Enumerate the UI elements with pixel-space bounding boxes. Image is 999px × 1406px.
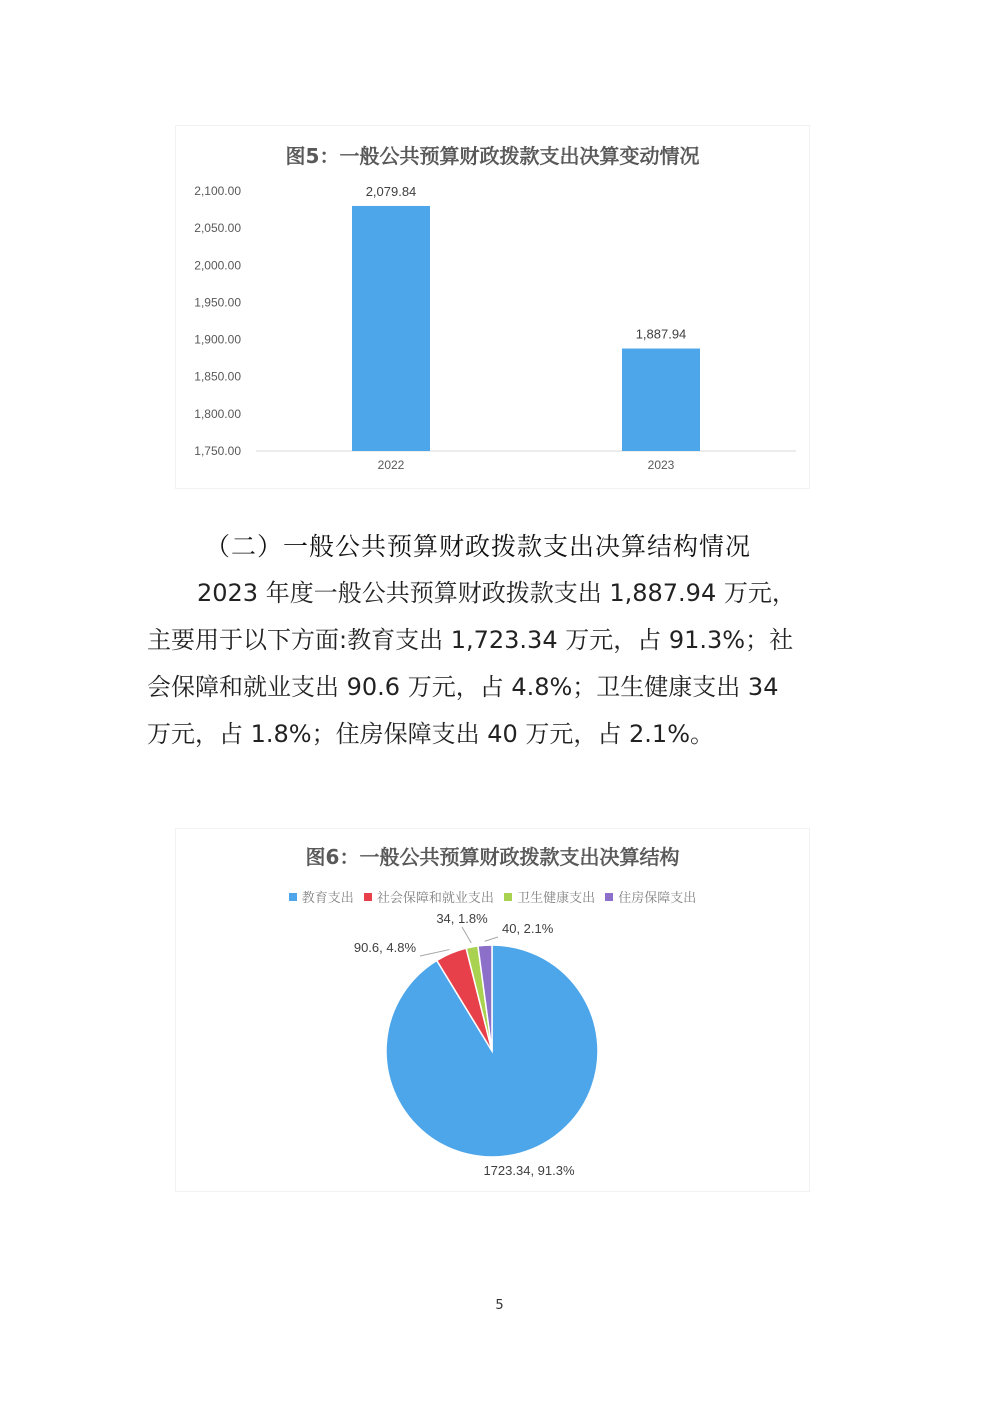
bar-chart-figure-5 (175, 125, 810, 489)
y-tick-label: 1,800.00 (194, 406, 241, 421)
y-tick-label: 1,850.00 (194, 369, 241, 384)
body-paragraph (147, 570, 847, 758)
section-heading: （二）一般公共预算财政拨款支出决算结构情况 (205, 532, 752, 561)
legend-label: 卫生健康支出 (517, 891, 596, 906)
page-number: 5 (495, 1298, 504, 1313)
y-tick-label: 1,900.00 (194, 332, 241, 347)
pie-data-label: 1723.34, 91.3% (483, 1163, 575, 1178)
bar-data-label: 1,887.94 (635, 326, 687, 342)
y-tick-label: 1,750.00 (194, 444, 241, 458)
bar (622, 349, 700, 451)
legend-label: 社会保障和就业支出 (376, 891, 494, 906)
pie-leader-line (420, 950, 449, 956)
legend-label: 住房保障支出 (618, 891, 697, 906)
pie-data-label: 40, 2.1% (502, 921, 554, 936)
pie-chart-figure-6 (175, 828, 810, 1192)
pie-leader-line (485, 937, 498, 941)
body-line: 万元，占 1.8%；住房保障支出 40 万元，占 2.1%。 (147, 720, 714, 748)
pie-leader-line (462, 927, 471, 943)
body-line: 主要用于以下方面:教育支出 1,723.34 万元，占 91.3%；社 (147, 626, 794, 654)
chart-title: 图6：一般公共预算财政拨款支出决算结构 (305, 845, 680, 869)
legend-label: 教育支出 (301, 891, 354, 906)
x-tick-label: 2023 (647, 458, 675, 472)
chart-title: 图5：一般公共预算财政拨款支出决算变动情况 (285, 144, 700, 168)
bar (352, 206, 430, 451)
body-line: 2023 年度一般公共预算财政拨款支出 1,887.94 万元， (197, 579, 796, 607)
y-tick-label: 2,000.00 (194, 258, 241, 273)
bar-chart-svg (176, 126, 809, 488)
x-tick-label: 2022 (377, 458, 405, 472)
bar-data-label: 2,079.84 (365, 183, 417, 199)
pie-data-label: 34, 1.8% (436, 911, 488, 926)
pie-data-label: 90.6, 4.8% (353, 940, 416, 955)
y-tick-label: 1,950.00 (194, 295, 241, 310)
body-line: 会保障和就业支出 90.6 万元，占 4.8%；卫生健康支出 34 (147, 673, 779, 701)
y-tick-label: 2,100.00 (194, 184, 241, 198)
pie-chart-svg (176, 829, 809, 1191)
y-tick-label: 2,050.00 (194, 221, 241, 236)
